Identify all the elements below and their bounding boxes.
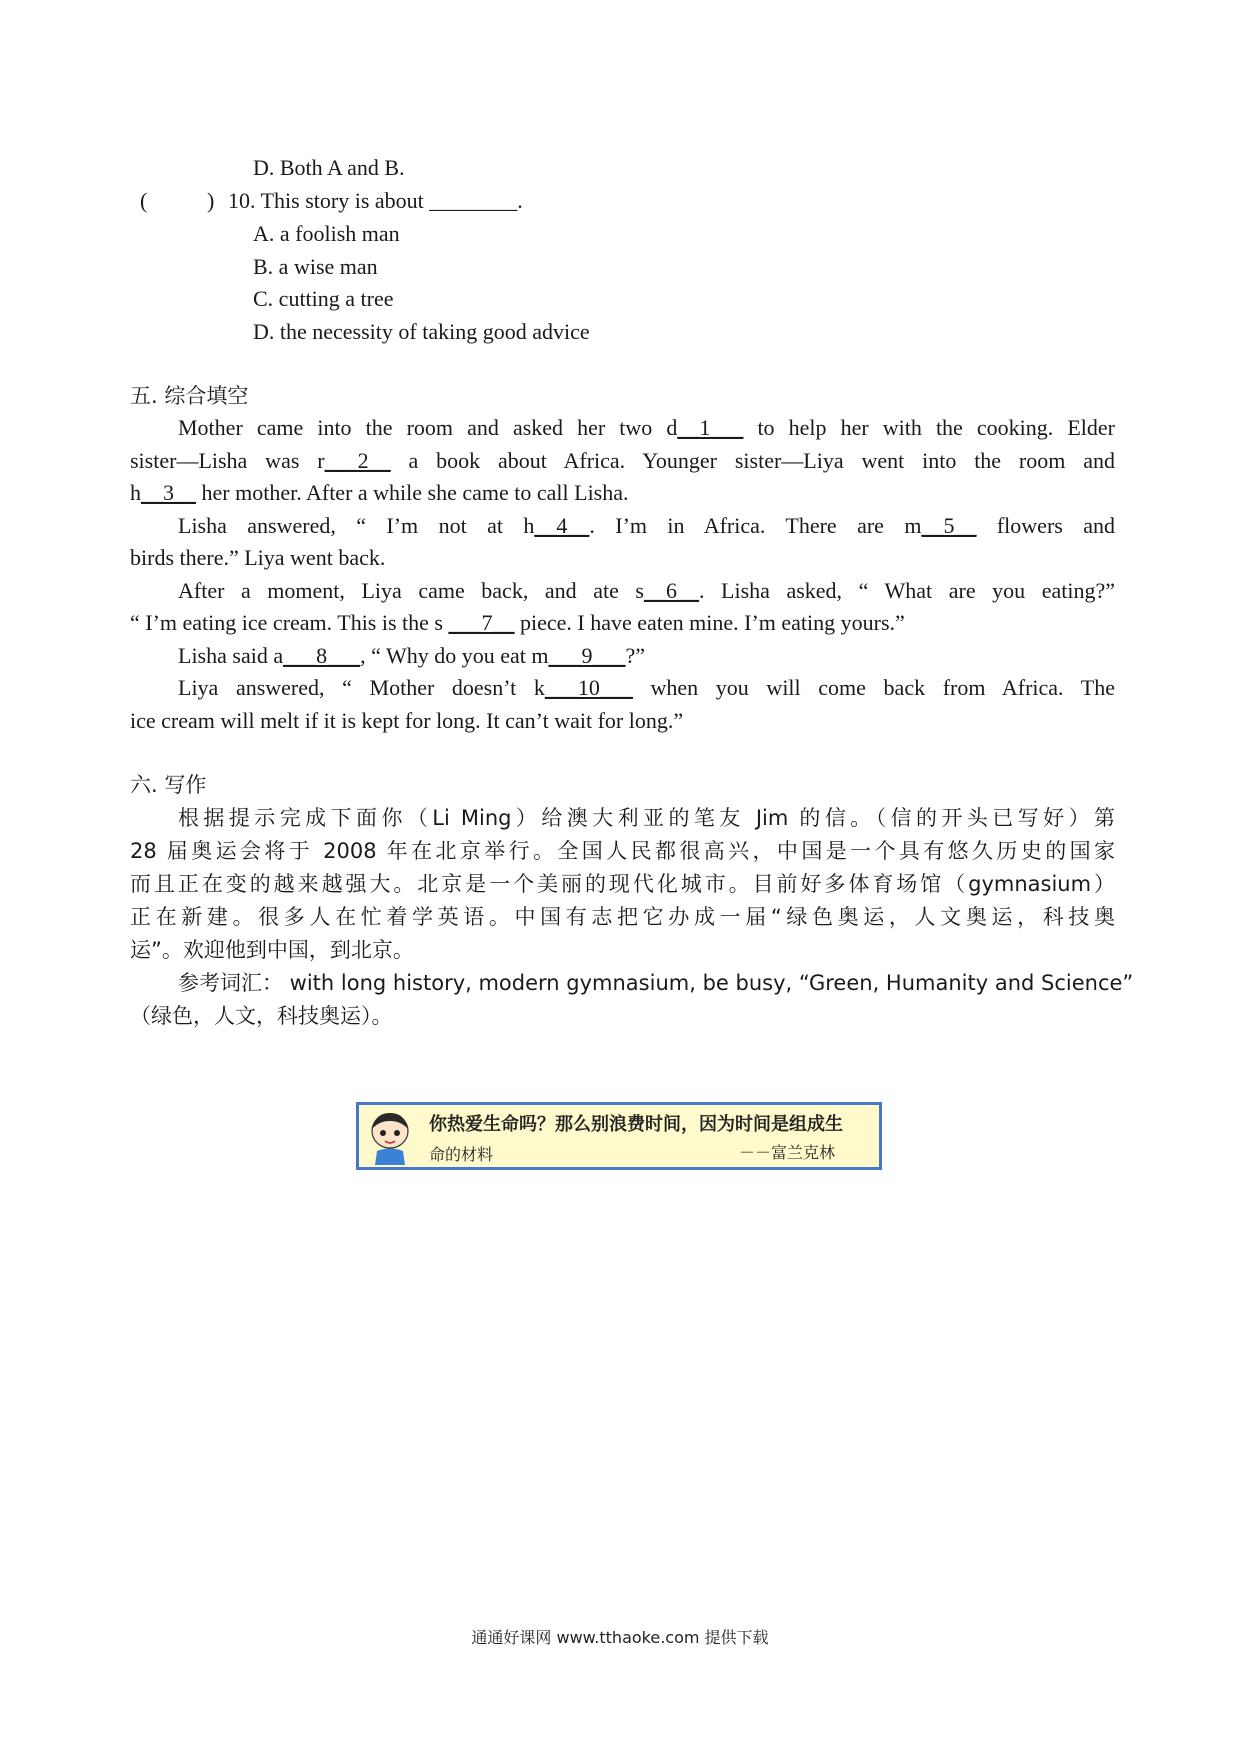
cloze-text: piece. I have eaten mine. I’m eating yours.”: [519, 610, 905, 635]
q10-option-b: B. a wise man: [253, 254, 378, 279]
cloze-text: “ I’m eating ice cream. This is the s: [130, 610, 443, 635]
cloze-text: . I’m in Africa. There are m: [589, 513, 922, 538]
writing-prompt-line: 而且正在变的越来越强大。北京是一个美丽的现代化城市。目前好多体育场馆（gymnasium）: [130, 872, 1115, 896]
cloze-text: ?”: [625, 643, 646, 668]
blank-2: ___2__: [324, 448, 391, 473]
cloze-text: her mother. After a while she came to call Lisha.: [201, 480, 629, 505]
cloze-p4-line1: [178, 643, 645, 669]
writing-prompt-line: 28 届奥运会将于 2008 年在北京举行。全国人民都很高兴，中国是一个具有悠久历史的国家: [130, 839, 1115, 863]
cloze-text: flowers and: [996, 513, 1116, 538]
cloze-p1-line3: [130, 480, 629, 506]
blank-number: 8: [316, 643, 328, 668]
blank-number: 7: [481, 610, 493, 635]
writing-prompt-line: 根据提示完成下面你（Li Ming）给澳大利亚的笔友 Jim 的信。（信的开头已写好）第: [178, 806, 1115, 830]
cloze-text: a book about Africa. Younger sister—Liya went into the room and: [408, 448, 1116, 473]
cloze-text: to help her with the cooking. Elder: [757, 415, 1115, 440]
writing-prompt-line: 正在新建。很多人在忙着学英语。中国有志把它办成一届“绿色奥运，人文奥运，科技奥: [130, 905, 1115, 929]
reference-vocab-line: （绿色，人文，科技奥运）。: [130, 1004, 393, 1028]
cloze-p5-line2: ice cream will melt if it is kept for long. It can’t wait for long.”: [130, 708, 684, 733]
cloze-text: Mother came into the room and asked her two d: [178, 415, 678, 440]
blank-number: 3: [163, 480, 174, 505]
cloze-text: , “ Why do you eat m: [360, 643, 549, 668]
blank-number: 6: [665, 578, 677, 603]
page-footer: 通通好课网 www.tthaoke.com 提供下载: [471, 1628, 769, 1647]
blank-number: 1: [699, 415, 711, 440]
blank-3: __3__: [141, 480, 196, 505]
quote-line-2: 命的材料: [429, 1145, 494, 1164]
blank-7: ___7__: [448, 610, 515, 635]
cloze-p1-line1: [178, 415, 1115, 441]
cloze-p2-line1: [178, 513, 1115, 539]
quote-banner: [356, 1102, 882, 1170]
cloze-p3-line2: [130, 610, 905, 636]
writing-prompt-line: 运”。欢迎他到中国，到北京。: [130, 938, 414, 962]
blank-5: __5__: [921, 513, 977, 538]
cloze-text: when you will come back from Africa. The: [650, 675, 1115, 700]
blank-number: 9: [581, 643, 593, 668]
q10-option-a: A. a foolish man: [253, 221, 400, 246]
cloze-p5-line1: [178, 675, 1115, 701]
cloze-p3-line1: [178, 578, 1115, 604]
answer-paren-close: ): [207, 188, 215, 213]
answer-paren-open: (: [140, 188, 148, 213]
section6-title: 六. 写作: [130, 773, 207, 797]
q9-option-d: D. Both A and B.: [253, 155, 405, 180]
blank-1: __1___: [677, 415, 744, 440]
blank-number: 2: [357, 448, 369, 473]
cloze-text: Liya answered, “ Mother doesn’t k: [178, 675, 545, 700]
blank-8: ___8___: [283, 643, 361, 668]
quote-author: －－富兰克林: [739, 1143, 836, 1162]
cloze-text: . Lisha asked, “ What are you eating?”: [698, 578, 1115, 603]
blank-10: ___10___: [544, 675, 633, 700]
blank-4: __4__: [534, 513, 590, 538]
section5-title: 五. 综合填空: [130, 384, 249, 408]
reference-vocab-line: 参考词汇： with long history, modern gymnasium, be busy, “Green, Humanity and Science”: [178, 971, 1134, 995]
cloze-text: h: [130, 480, 141, 505]
q10-option-d: D. the necessity of taking good advice: [253, 319, 590, 344]
blank-6: __6__: [643, 578, 699, 603]
q10-option-c: C. cutting a tree: [253, 286, 394, 311]
q10-stem: 10. This story is about ________.: [228, 188, 523, 213]
cloze-text: After a moment, Liya came back, and ate s: [178, 578, 644, 603]
quote-line-1: 你热爱生命吗？那么别浪费时间，因为时间是组成生: [429, 1114, 843, 1135]
blank-number: 4: [556, 513, 568, 538]
cloze-text: Lisha said a: [178, 643, 284, 668]
cloze-text: Lisha answered, “ I’m not at h: [178, 513, 535, 538]
cloze-text: sister—Lisha was r: [130, 448, 325, 473]
blank-number: 5: [943, 513, 955, 538]
cloze-p1-line2: [130, 448, 1115, 474]
blank-number: 10: [577, 675, 600, 700]
cloze-p2-line2: birds there.” Liya went back.: [130, 545, 386, 570]
cartoon-boy-icon: [365, 1109, 415, 1165]
blank-9: ___9___: [548, 643, 626, 668]
